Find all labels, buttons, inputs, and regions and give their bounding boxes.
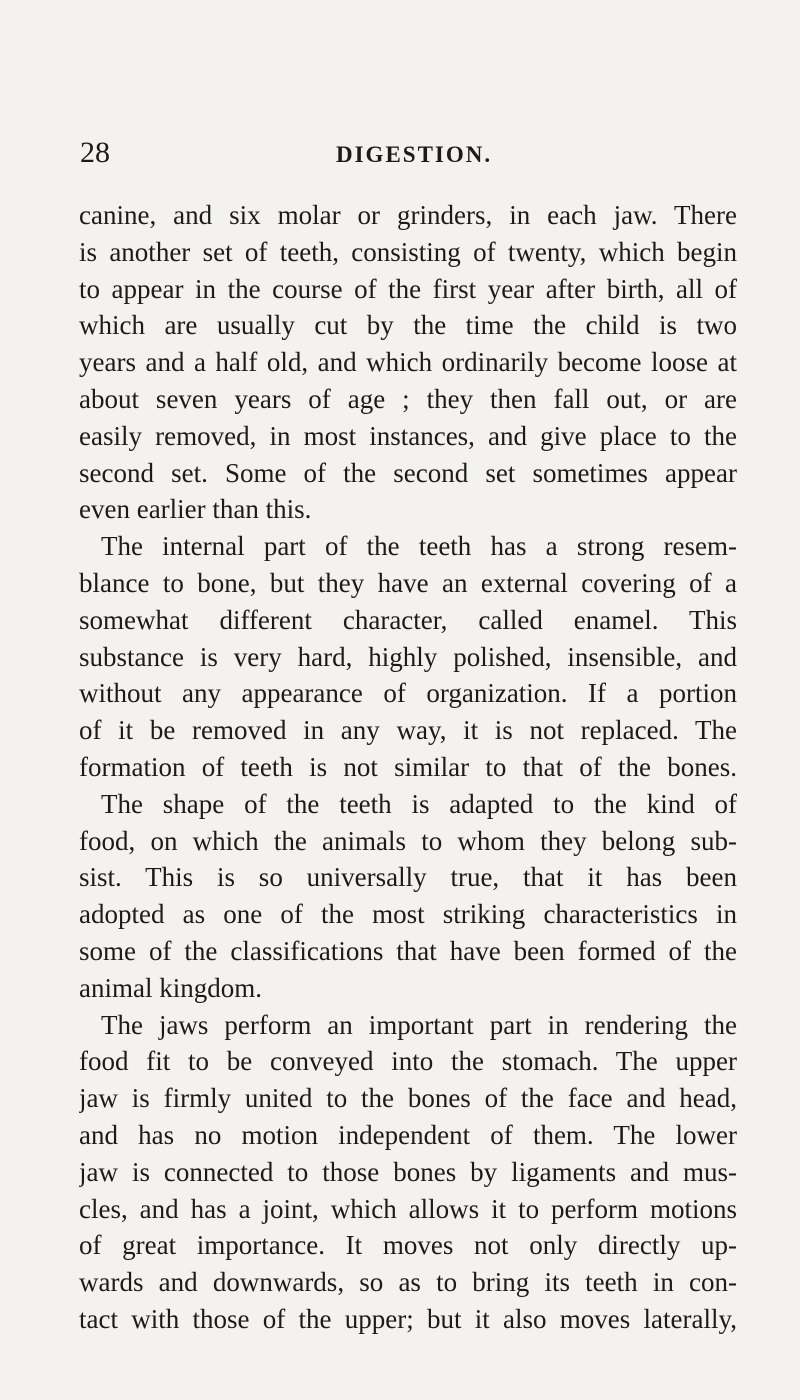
paragraph-end-line: even earlier than this. (79, 494, 312, 525)
text-line: blance to bone, but they have an external covering of a (79, 567, 737, 598)
text-line: tact with those of the upper; but it also moves laterally, (79, 1303, 737, 1334)
text-line: sist. This is so universally true, that it has been (79, 862, 737, 893)
text-line: jaw is firmly united to the bones of the face and head, (79, 1083, 737, 1114)
running-head: DIGESTION. (336, 142, 493, 167)
text-line: jaw is connected to those bones by ligaments and mus- (79, 1156, 737, 1187)
text-line: about seven years of age ; they then fall out, or are (79, 383, 737, 414)
text-line: is another set of teeth, consisting of twenty, which begin (79, 236, 737, 267)
page-number: 28 (80, 136, 110, 169)
page-header (80, 136, 740, 172)
text-line: adopted as one of the most striking characteristics in (79, 899, 737, 930)
text-line: canine, and six molar or grinders, in each jaw. There (79, 200, 737, 230)
text-line: easily removed, in most instances, and give place to the (79, 420, 737, 451)
paragraph-start-line: The shape of the teeth is adapted to the kind of (101, 788, 737, 819)
body-text (79, 197, 737, 1338)
text-line: somewhat different character, called enamel. This (79, 604, 737, 635)
text-line: second set. Some of the second set sometimes appear (79, 457, 737, 488)
text-line: food, on which the animals to whom they belong sub- (79, 825, 737, 856)
text-line: some of the classifications that have been formed of the (79, 935, 737, 966)
paragraph-end-line: animal kingdom. (79, 972, 262, 1003)
text-line: of it be removed in any way, it is not replaced. The (79, 715, 737, 746)
text-line: substance is very hard, highly polished, insensible, and (79, 641, 737, 672)
text-line: to appear in the course of the first year after birth, all of (79, 273, 737, 304)
text-line: without any appearance of organization. If a portion (79, 678, 737, 709)
text-line: cles, and has a joint, which allows it to perform motions (79, 1193, 737, 1224)
text-line: and has no motion independent of them. The lower (79, 1119, 737, 1150)
text-line: of great importance. It moves not only directly up- (79, 1230, 737, 1261)
paragraph-start-line: The internal part of the teeth has a strong resem- (101, 531, 737, 562)
text-line: food fit to be conveyed into the stomach. The upper (79, 1046, 737, 1077)
text-line: which are usually cut by the time the child is two (79, 310, 737, 341)
text-line: years and a half old, and which ordinarily become loose at (79, 347, 737, 378)
paragraph-start-line: The jaws perform an important part in rendering the (101, 1009, 737, 1040)
paragraph-end-line: formation of teeth is not similar to that of the bones. (79, 751, 737, 782)
text-line: wards and downwards, so as to bring its teeth in con- (79, 1267, 737, 1298)
